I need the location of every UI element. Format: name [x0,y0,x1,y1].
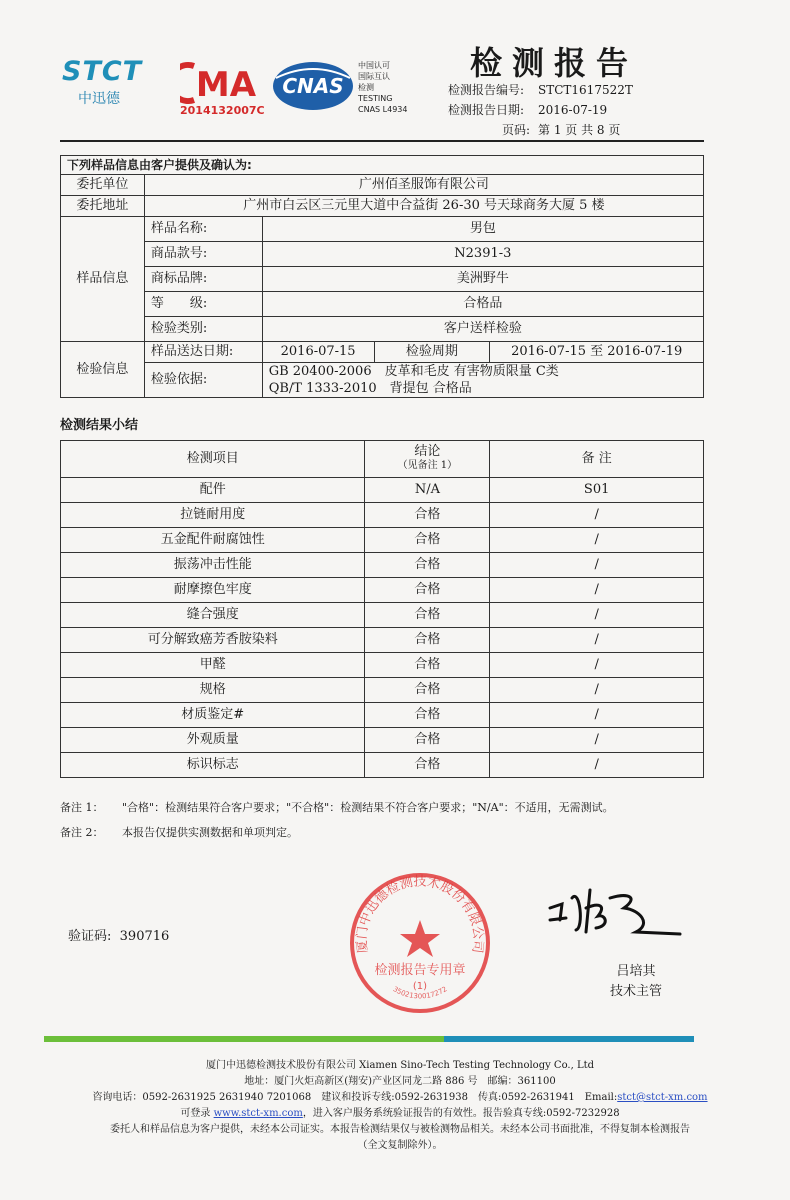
test-period-label: 检验周期 [374,342,490,363]
result-value: N/A [365,478,490,503]
result-item: 拉链耐用度 [61,503,365,528]
col-result-header [365,441,490,478]
basis-value [262,363,703,398]
result-value: 合格 [365,653,490,678]
cma-letters: MA [195,65,257,104]
result-value: 合格 [365,703,490,728]
footer-disclaimer-1: 委托人和样品信息为客户提供，未经本公司证实。本报告检测结果仅与被检测物品相关。未经本公司书面批准，不得复制本检测报告 [110,1124,690,1135]
result-remark: / [490,603,704,628]
result-item: 配件 [61,478,365,503]
stct-logo [62,58,174,108]
cnas-line: 检测 [358,83,374,92]
table-row [61,528,704,553]
results-section-title: 检测结果小结 [60,418,139,433]
footer-bar-green [44,1036,444,1042]
note-1-label: 备注 1： [60,801,104,814]
result-remark: / [490,728,704,753]
result-value: 合格 [365,728,490,753]
table-row [61,703,704,728]
report-date: 2016-07-19 [538,103,608,117]
cnas-line: TESTING [358,94,393,103]
table-row [61,653,704,678]
table-row [61,728,704,753]
page-label: 页码: [501,123,530,137]
result-remark: / [490,528,704,553]
col-result-title: 结论 [414,444,441,459]
test-group-label: 检验信息 [61,342,145,398]
cnas-logo [270,58,356,114]
stct-logo-subtitle: 中迅德 [78,91,120,107]
result-remark: / [490,703,704,728]
address-label: 委托地址 [61,196,145,217]
test-type-value: 客户送样检验 [262,317,703,342]
note-2-label: 备注 2： [60,826,104,839]
report-no-label: 检测报告编号: [448,83,525,97]
model-label: 商品款号: [144,242,262,267]
footer-login-suffix: ，进入客户服务系统验证报告的有效性。报告验真专线:0592-7232928 [302,1108,620,1119]
test-type-label: 检验类别: [144,317,262,342]
table-row [61,753,704,778]
report-title: 检测报告 [470,44,639,82]
table-row [61,478,704,503]
result-value: 合格 [365,553,490,578]
grade-label: 等 级: [144,292,262,317]
result-value: 合格 [365,628,490,653]
note-2 [60,824,298,840]
cnas-line: 国际互认 [358,72,390,81]
result-item: 可分解致癌芳香胺染料 [61,628,365,653]
verification-label: 验证码: [68,929,112,944]
result-item: 外观质量 [61,728,365,753]
table-row [61,678,704,703]
brand-label: 商标品牌: [144,267,262,292]
basis-line-1: GB 20400-2006 皮革和毛皮 有害物质限量 C类 [268,364,559,379]
result-value: 合格 [365,528,490,553]
report-no: STCT1617522T [538,83,633,97]
footer [60,1058,740,1154]
report-date-label: 检测报告日期: [448,103,525,117]
footer-address: 地址：厦门火炬高新区(翔安)产业区同龙二路 886 号 邮编：361100 [244,1076,556,1087]
result-remark: / [490,653,704,678]
result-item: 振荡冲击性能 [61,553,365,578]
cnas-line: 中国认可 [358,61,390,70]
result-remark: / [490,628,704,653]
result-value: 合格 [365,503,490,528]
client-label: 委托单位 [61,175,145,196]
client-value: 广州佰圣服饰有限公司 [144,175,703,196]
result-value: 合格 [365,603,490,628]
footer-website-link[interactable]: www.stct-xm.com [213,1108,303,1119]
cma-number: 2014132007C [180,104,265,117]
table-row [61,628,704,653]
sample-group-label: 样品信息 [61,217,145,342]
footer-disclaimer-2: （全文复制除外）。 [357,1140,443,1151]
verification-value: 390716 [119,929,170,944]
company-seal [345,868,495,1018]
sample-name-value: 男包 [262,217,703,242]
info-section-title: 下列样品信息由客户提供及确认为: [61,156,704,175]
cnas-mark-icon [270,58,356,114]
note-2-text: 本报告仅提供实测数据和单项判定。 [122,826,298,839]
sample-info-table [60,155,704,398]
seal-center-text: 检测报告专用章 [374,963,466,978]
cnas-line: CNAS L4934 [358,105,408,114]
col-remark-header: 备 注 [490,441,704,478]
signature-icon [540,868,690,948]
seal-number: (1) [412,981,428,992]
received-date-value: 2016-07-15 [262,342,374,363]
result-item: 规格 [61,678,365,703]
basis-line-2: QB/T 1333-2010 背提包 合格品 [268,381,472,396]
footer-login-prefix: 可登录 [180,1108,214,1119]
seal-bottom-text: 3502130017272 [391,985,449,1001]
model-value: N2391-3 [262,242,703,267]
col-result-subtitle: （见备注 1） [397,460,458,471]
brand-value: 美洲野牛 [262,267,703,292]
table-row [61,503,704,528]
result-remark: / [490,753,704,778]
grade-value: 合格品 [262,292,703,317]
result-value: 合格 [365,578,490,603]
note-1 [60,799,614,815]
result-remark: S01 [490,478,704,503]
signature [540,868,690,948]
verification-code [68,925,169,944]
footer-login [60,1106,740,1122]
result-item: 耐摩擦色牢度 [61,578,365,603]
table-row [61,578,704,603]
seal-icon [345,868,495,1018]
results-table [60,440,704,778]
footer-bar-blue [444,1036,694,1042]
page-number: 第 1 页 共 8 页 [538,123,621,137]
basis-label: 检验依据: [144,363,262,398]
received-date-label: 样品送达日期: [144,342,262,363]
footer-company: 厦门中迅德检测技术股份有限公司 Xiamen Sino-Tech Testing Technology Co., Ltd [205,1060,595,1071]
result-item: 缝合强度 [61,603,365,628]
signer-name: 吕培其 [616,964,656,979]
stct-logo-text: STCT [62,56,143,87]
sample-name-label: 样品名称: [144,217,262,242]
result-remark: / [490,678,704,703]
result-remark: / [490,578,704,603]
cma-logo [180,60,268,117]
footer-phones [60,1090,740,1106]
table-row [61,603,704,628]
cnas-accreditation-text [358,60,407,115]
cnas-letters: CNAS [282,74,344,98]
table-row [61,553,704,578]
result-item: 标识标志 [61,753,365,778]
result-remark: / [490,553,704,578]
col-item-header: 检测项目 [61,441,365,478]
header-divider [60,140,704,142]
footer-phone-text: 咨询电话：0592-2631925 2631940 7201068 建议和投诉专线:0592-2631938 传真:0592-2631941 Email: [92,1092,618,1103]
result-value: 合格 [365,678,490,703]
test-period-value: 2016-07-15 至 2016-07-19 [490,342,704,363]
signer-title: 技术主管 [609,984,662,999]
result-value: 合格 [365,753,490,778]
result-item: 甲醛 [61,653,365,678]
report-meta [448,80,633,140]
result-item: 五金配件耐腐蚀性 [61,528,365,553]
footer-email-link[interactable]: stct@stct-xm.com [617,1092,708,1103]
seal-ring-text: 厦门中迅德检测技术股份有限公司 [354,874,486,955]
result-item: 材质鉴定# [61,703,365,728]
address-value: 广州市白云区三元里大道中合益街 26-30 号天球商务大厦 5 楼 [144,196,703,217]
result-remark: / [490,503,704,528]
note-1-text: "合格"：检测结果符合客户要求；"不合格"：检测结果不符合客户要求；"N/A"：不适用，无需测试。 [122,801,614,814]
cma-mark-icon [180,60,272,104]
